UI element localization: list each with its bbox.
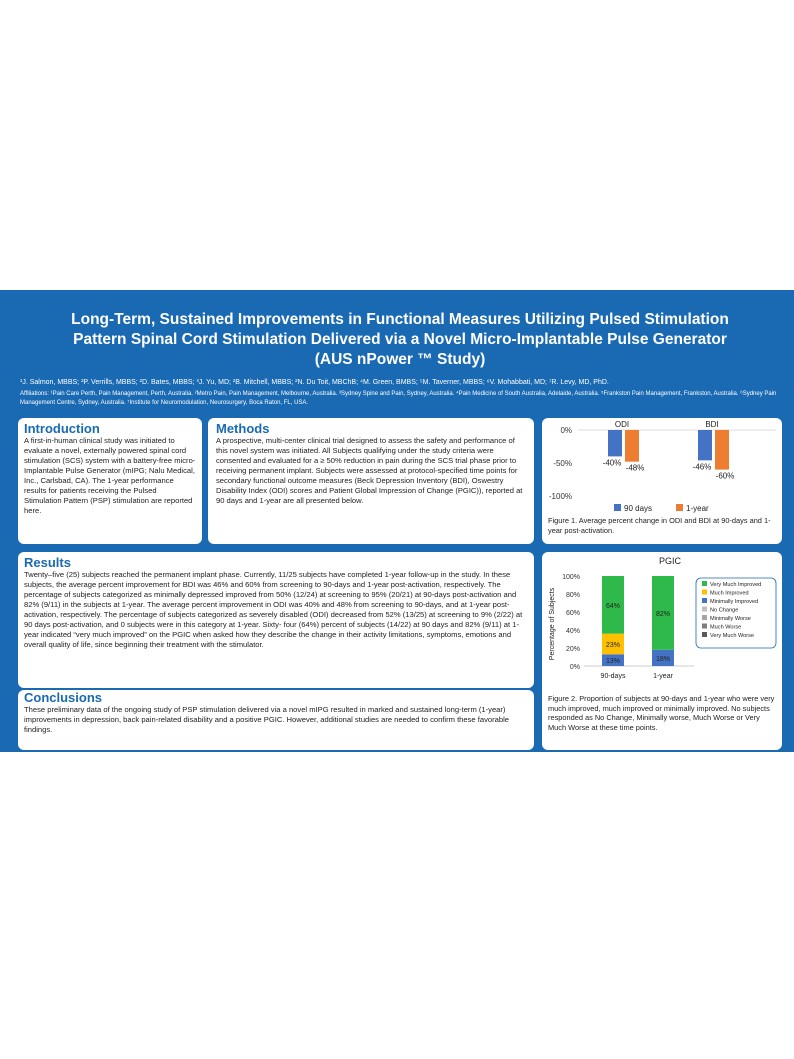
data-label: 64%: [605, 602, 621, 610]
y-tick-label: 0%: [569, 664, 580, 671]
legend-swatch: [702, 598, 707, 603]
methods-section: [208, 418, 534, 544]
odi-bdi-chart: [544, 420, 780, 516]
y-tick-label: 0%: [560, 426, 572, 435]
bar: [625, 430, 639, 462]
category-label: ODI: [614, 420, 630, 429]
legend-label: Very Much Improved: [710, 582, 762, 588]
conclusions-section: [18, 690, 534, 750]
author-list: ¹J. Salmon, MBBS; ²P. Verrills, MBBS; ²D. Bates, MBBS; ³J. Yu, MD; ²B. Mitchell, MBBS; ²N. Du Toit, MBChB; ⁴M. Green, BMBS; ⁵M. Taverner, MBBS; ⁶V. Mohabbati, MD; ⁷R. Levy, MD, PhD.: [20, 379, 609, 386]
data-label: 82%: [655, 610, 671, 618]
y-tick-label: 100%: [562, 574, 580, 581]
data-label: 18%: [655, 655, 671, 663]
y-tick-label: 20%: [565, 646, 580, 653]
affiliations: Affiliations: ¹Pain Care Perth, Pain Management, Perth, Australia. ²Metro Pain, Pain Management, Melbourne, Australia. ³Sydney Spine and Pain, Sydney, Australia. ⁴Pain Medicine of South Australia, Adelaide, Australia. ⁵Frankston Pain Management, Frankston, Australia. ⁶Sydney Pain Management Centre, Sydney, Australia. ⁷Institute for Neuromodulation, Neurosurgery, Boca Raton, FL, USA.: [20, 391, 777, 406]
legend-swatch: [702, 615, 707, 620]
introduction-section: [18, 418, 202, 544]
category-label: BDI: [705, 420, 719, 429]
data-label: -40%: [602, 458, 622, 468]
legend-label: Minimally Worse: [710, 616, 751, 622]
legend-swatch: [702, 581, 707, 586]
bar: [715, 430, 729, 470]
data-label: -48%: [625, 463, 645, 473]
legend-swatch: [676, 504, 683, 511]
legend-label: Minimally Improved: [710, 599, 759, 605]
figure-1: [542, 418, 782, 544]
bar: [698, 430, 712, 460]
legend-label: Much Improved: [710, 590, 749, 597]
legend-label: No Change: [710, 607, 739, 614]
data-label: -46%: [692, 462, 712, 472]
methods-text: A prospective, multi-center clinical trial designed to assess the safety and performance of this novel system was initiated. All Subjects qualifying under the study criteria were consented and evaluated for a ≥ 50% reduction in pain during the SCS trial phase prior to receiving permanent implant. Subjects were assessed at protocol-specified time points for secondary functional outcome measures (Beck Depression Inventory (BDI), Oswestry Disability Index (ODI) scores and Patient Global Impression of Change (PGIC)), reported at 90 days and 1-year are all presented below.: [216, 436, 523, 505]
methods-heading: Methods: [216, 421, 270, 436]
legend-label: 90 days: [624, 504, 653, 513]
conclusions-heading: Conclusions: [24, 690, 103, 705]
figure-1-caption: Figure 1. Average percent change in ODI and BDI at 90-days and 1-year post-activation.: [548, 516, 771, 535]
poster-title: Long-Term, Sustained Improvements in Functional Measures Utilizing Pulsed Stimulation Pattern Spinal Cord Stimulation Delivered via a Novel Micro-Implantable Pulse Generator (AUS nPower ™ Study): [71, 311, 729, 368]
data-label: 13%: [605, 658, 621, 666]
chart-title: PGIC: [658, 556, 682, 566]
data-label: 23%: [605, 641, 621, 649]
conclusions-text: These preliminary data of the ongoing study of PSP stimulation delivered via a novel mIPG resulted in marked and sustained long-term (1-year) improvements in depression, back pain-related disability and a positive PGIC. However, additional studies are needed to confirm these favorable findings.: [24, 705, 509, 734]
results-text: Twenty–five (25) subjects reached the permanent implant phase. Currently, 11/25 subjects have completed 1-year follow-up in the study. In these subjects, the average percent improvement for BDI was 46% and 60% from screening to 90-days and 1-year post-activation, respectively. The percentage of subjects categorized as minimally depressed improved from 50% (12/24) at screening to 95% (20/21) at 90-days post-activation and 82% (9/11) in the subjects at 1-year. The average percent improvement in ODI was 40% and 48% from screening to 90-days, and at 1-year post-activation, respectively. The percentage of subjects categorized as severely disabled (ODI) decreased from 52% (13/25) at screening to 9% (2/22) at 90 days post-activation, and 0 subjects were in this category at 1-year. Sixty- four (64%) percent of subjects (14/22) at 90 days and 82% (9/11) at 1-year indicated “very much improved” on the PGIC when asked how they describe the change in their activity limitations, symptoms, emotions and overall quality of life, since beginning their treatment with the stimulator.: [24, 570, 523, 649]
y-tick-label: 40%: [565, 628, 580, 635]
poster: [0, 290, 794, 752]
y-tick-label: 80%: [565, 592, 580, 599]
pgic-chart: [544, 554, 780, 692]
introduction-heading: Introduction: [24, 421, 100, 436]
results-heading: Results: [24, 555, 71, 570]
y-tick-label: -100%: [548, 492, 572, 501]
y-tick-label: 60%: [565, 610, 580, 617]
legend-label: Much Worse: [710, 624, 742, 631]
results-section: [18, 552, 534, 688]
data-label: -60%: [715, 471, 735, 481]
legend-swatch: [702, 607, 707, 612]
category-label: 90-days: [600, 673, 626, 680]
category-label: 1-year: [653, 673, 673, 680]
figure-2-caption: Figure 2. Proportion of subjects at 90-days and 1-year who were very much improved, much improved or minimally improved. No subjects responded as No Change, Minimally worse, Much Worse or Very Much Worse at these time points.: [548, 694, 775, 732]
introduction-text: A first-in-human clinical study was initiated to evaluate a novel, externally powered spinal cord stimulation (SCS) system with a battery-free micro-Implantable Pulse Generator (mIPG; Nalu Medical, Inc., Carlsbad, CA). The 1-year performance results for patients receiving the Pulsed Stimulation Pattern (PSP) stimulation are reported here.: [24, 436, 196, 515]
bar: [608, 430, 622, 456]
y-axis-label: Percentage of Subjects: [549, 587, 556, 661]
figure-2: [542, 552, 782, 750]
legend-swatch: [702, 624, 707, 629]
legend-label: Very Much Worse: [710, 633, 755, 639]
legend-swatch: [614, 504, 621, 511]
y-tick-label: -50%: [553, 459, 572, 468]
legend-label: 1-year: [686, 504, 709, 513]
legend-swatch: [702, 632, 707, 637]
legend-swatch: [702, 590, 707, 595]
header-banner: [0, 290, 794, 420]
